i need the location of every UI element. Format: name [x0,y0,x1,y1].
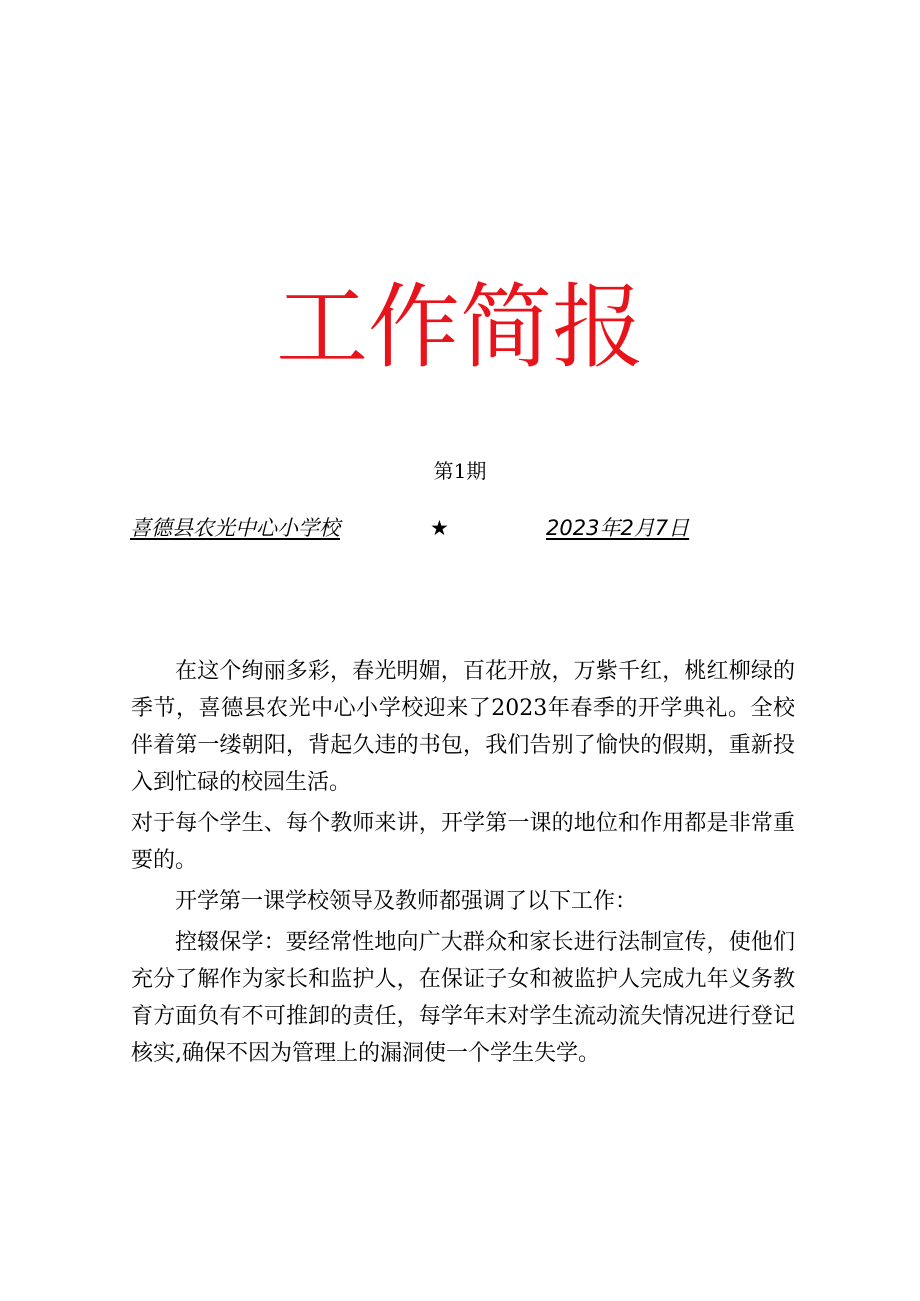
article-body [131,653,795,1076]
star-icon: ★ [430,516,449,540]
paragraph-dropout-control: 控辍保学：要经常性地向广大群众和家长进行法制宣传，使他们充分了解作为家长和监护人，在保证子女和被监护人完成九年义务教育方面负有不可推卸的责任，每学年末对学生流动流失情况进行登记核实,确保不因为管理上的漏洞使一个学生失学。 [131,930,795,1066]
school-name: 喜德县农光中心小学校 [130,516,340,540]
masthead-line [0,514,920,544]
issue-date: 2023年2月7日 [546,516,690,540]
bulletin-title: 工作简报 [275,274,644,381]
paragraph-importance: 对于每个学生、每个教师来讲，开学第一课的地位和作用都是非常重要的。 [131,811,795,873]
issue-number: 第1期 [433,459,487,483]
paragraph-intro-list: 开学第一课学校领导及教师都强调了以下工作： [175,889,638,914]
paragraph-opening: 在这个绚丽多彩，春光明媚，百花开放，万紫千红，桃红柳绿的季节，喜德县农光中心小学校迎来了2023年春季的开学典礼。全校伴着第一缕朝阳，背起久违的书包，我们告别了愉快的假期，重新投入到忙碌的校园生活。 [131,659,795,795]
